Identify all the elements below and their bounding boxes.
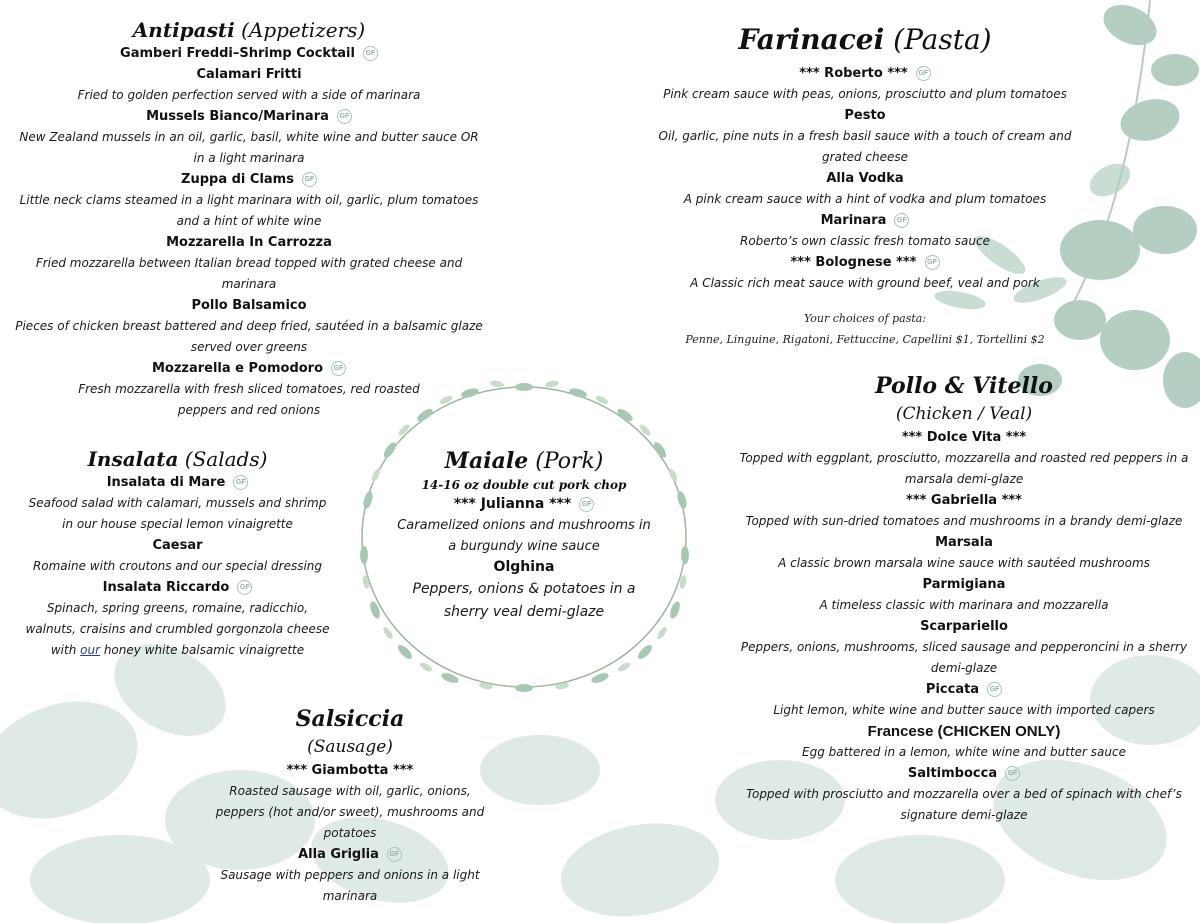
gf-leaf-icon: GF (1005, 766, 1020, 781)
menu-item: *** Roberto *** GF Pink cream sauce with peas, onions, prosciutto and plum tomatoes (663, 66, 1067, 101)
gf-leaf-icon: GF (302, 172, 317, 187)
menu-item: Alla Griglia GF Sausage with peppers and onions in a light marinara (220, 846, 480, 903)
menu-item: *** Giambotta *** Roasted sausage with oil, garlic, onions, peppers (hot and/or sweet), mushrooms and potatoes (215, 762, 485, 840)
menu-item: Insalata Riccardo GF Spinach, spring greens, romaine, radicchio, walnuts, craisins and crumbled gorgonzola cheese with our honey white balsamic vinaigrette (25, 580, 330, 657)
gf-leaf-icon: GF (894, 213, 909, 228)
menu-item: *** Gabriella *** Topped with sun-dried tomatoes and mushrooms in a brandy demi-glaze (745, 492, 1183, 528)
menu-item: Zuppa di Clams GF Little neck clams steamed in a light marinara with oil, garlic, plum tomatoes and a hint of white wine (19, 172, 479, 228)
our-link[interactable]: our (80, 643, 101, 657)
antipasti-heading: Antipasti (Appetizers) (132, 18, 366, 42)
gf-leaf-icon: GF (987, 682, 1002, 697)
antipasti-section (15, 18, 483, 421)
gf-leaf-icon: GF (916, 66, 931, 81)
menu-item: Calamari Fritti Fried to golden perfection served with a side of marinara (77, 67, 421, 102)
insalata-section (25, 447, 330, 661)
salsiccia-subtitle: (Sausage) (307, 736, 393, 757)
menu-item: Piccata GF Light lemon, white wine and butter sauce with imported capers (773, 681, 1155, 717)
menu-item: Mussels Bianco/Marinara GF New Zealand mussels in an oil, garlic, basil, white wine and butter sauce OR in a light marinara (19, 109, 479, 165)
gf-leaf-icon: GF (579, 497, 594, 512)
menu-item: Caesar Romaine with croutons and our special dressing (32, 538, 323, 573)
salsiccia-section (195, 706, 505, 907)
insalata-heading: Insalata (Salads) (87, 447, 268, 471)
farinacei-section (640, 22, 1090, 350)
menu-item: Pesto Oil, garlic, pine nuts in a fresh basil sauce with a touch of cream and grated cheese (658, 108, 1072, 164)
pasta-choices-label: Your choices of pasta: (803, 312, 927, 325)
gf-leaf-icon: GF (233, 475, 248, 490)
menu-item: Scarpariello Peppers, onions, mushrooms, sliced sausage and pepperoncini in a sherry demi-glaze (740, 618, 1188, 675)
gf-leaf-icon: GF (237, 580, 252, 595)
gf-leaf-icon: GF (925, 255, 940, 270)
menu-item: Mozzarella In Carrozza Fried mozzarella between Italian bread topped with grated cheese and marinara (35, 235, 463, 291)
gf-leaf-icon: GF (387, 847, 402, 862)
menu-item: Alla Vodka A pink cream sauce with a hint of vodka and plum tomatoes (683, 171, 1047, 206)
menu-item: Marsala A classic brown marsala wine sauce with sautéed mushrooms (778, 534, 1150, 570)
gf-leaf-icon: GF (337, 109, 352, 124)
menu-item: Saltimbocca GF Topped with prosciutto and mozzarella over a bed of spinach with chef’s signature demi-glaze (746, 765, 1182, 822)
menu-item: Insalata di Mare GF Seafood salad with calamari, mussels and shrimp in our house special lemon vinaigrette (28, 475, 327, 531)
maiale-section (395, 448, 653, 624)
menu-item: Francese (CHICKEN ONLY) Egg battered in a lemon, white wine and butter sauce (802, 722, 1126, 759)
pollo-vitello-section (728, 373, 1200, 826)
menu-item: Olghina Peppers, onions & potatoes in a sherry veal demi-glaze (412, 558, 636, 620)
pasta-choices-list: Penne, Linguine, Rigatoni, Fettuccine, Capellini $1, Tortellini $2 (685, 333, 1045, 346)
pollo-vitello-subtitle: (Chicken / Veal) (895, 403, 1033, 424)
menu-item: Parmigiana A timeless classic with marinara and mozzarella (819, 576, 1109, 612)
maiale-heading: Maiale (Pork) (444, 448, 604, 474)
salsiccia-heading: Salsiccia (295, 706, 405, 732)
gf-leaf-icon: GF (331, 361, 346, 376)
menu-item: Gamberi Freddi–Shrimp Cocktail GF (15, 43, 483, 64)
gf-leaf-icon: GF (363, 46, 378, 61)
menu-item: Mozzarella e Pomodoro GF Fresh mozzarella with fresh sliced tomatoes, red roasted peppers and red onions (78, 361, 420, 417)
menu-item: *** Julianna *** GF Caramelized onions and mushrooms in a burgundy wine sauce (397, 495, 651, 554)
menu-item: *** Dolce Vita *** Topped with eggplant, prosciutto, mozzarella and roasted red peppers in a marsala demi-glaze (739, 429, 1189, 486)
pork-chop-tagline: 14-16 oz double cut pork chop (421, 477, 627, 492)
menu-item: Marinara GF Roberto’s own classic fresh tomato sauce (739, 213, 990, 248)
farinacei-heading: Farinacei (Pasta) (738, 23, 992, 56)
pollo-vitello-heading: Pollo & Vitello (875, 373, 1053, 399)
menu-item: *** Bolognese *** GF A Classic rich meat sauce with ground beef, veal and pork (690, 255, 1040, 290)
menu-item: Pollo Balsamico Pieces of chicken breast battered and deep fried, sautéed in a balsamic glaze served over greens (15, 298, 483, 354)
